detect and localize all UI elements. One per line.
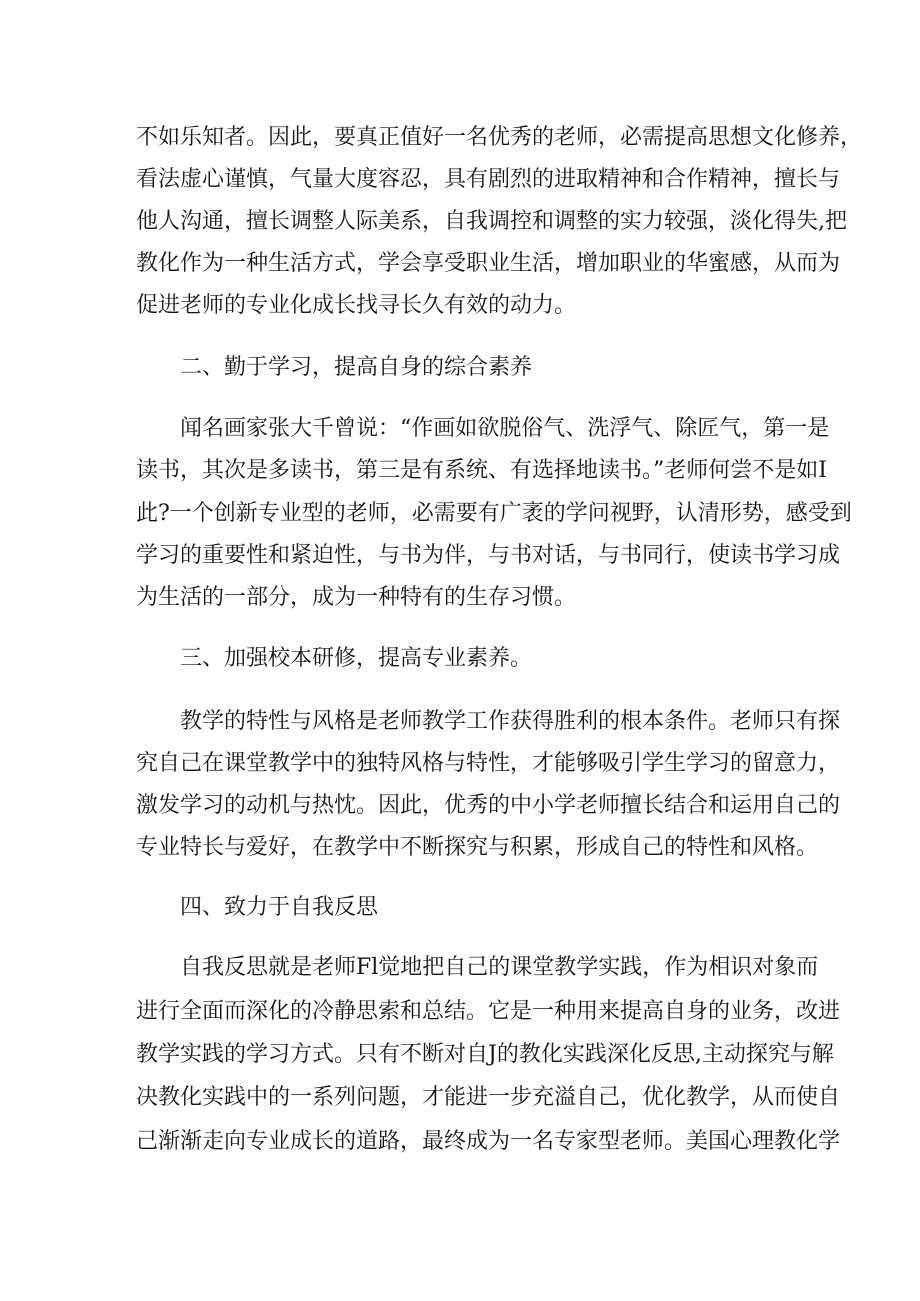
body-text-line: 己渐渐走向专业成长的道路，最终成为一名专家型老师。美国心理教化学: [136, 1129, 841, 1154]
body-text-line: 究自己在课堂教学中的独特风格与特性，才能够吸引学生学习的留意力，: [136, 751, 841, 776]
section-heading-4: 四、致力于自我反思: [180, 895, 379, 920]
body-text-line: 激发学习的动机与热忱。因此，优秀的中小学老师擅长结合和运用自己的: [136, 793, 841, 818]
section-heading-3: 三、加强校本研修，提高专业素养。: [180, 646, 533, 671]
body-text-line: 进行全面而深化的冷静思索和总结。它是一种用来提高自身的业务，改进: [136, 999, 841, 1024]
body-text-line: 看法虚心谨慎，气量大度容忍，具有剧烈的进取精神和合作精神，擅长与: [136, 167, 841, 192]
body-text-line: 他人沟通，擅长调整人际美系，自我调控和调整的实力较强，淡化得失,把: [136, 209, 847, 234]
body-text-line: 不如乐知者。因此，要真正值好一名优秀的老师，必需提高思想文化修养，: [136, 125, 863, 150]
body-text-line: 学习的重要性和紧迫性，与书为伴，与书对话，与书同行，使读书学习成: [136, 543, 841, 568]
body-text-line: 为生活的一部分，成为一种特有的生存习惯。: [136, 585, 577, 610]
body-text-line: 教学的特性与风格是老师教学工作获得胜利的根本条件。老师只有探: [180, 709, 841, 734]
body-text-line: 专业特长与爱好，在教学中不断探究与积累，形成自己的特性和风格。: [136, 835, 819, 860]
body-text-line: 教学实践的学习方式。只有不断对自J的教化实践深化反思,主动探究与解: [136, 1042, 834, 1067]
section-heading-2: 二、勤于学习，提高自身的综合素养: [180, 355, 533, 380]
body-text-line: 教化作为一种生活方式，学会享受职业生活，增加职业的华蜜感，从而为: [136, 251, 841, 276]
body-text-line: 此?一个创新专业型的老师，必需要有广袤的学问视野，认清形势，感受到: [136, 501, 852, 526]
body-text-line: 促进老师的专业化成长找寻长久有效的动力。: [136, 293, 577, 318]
body-text-line: 读书，其次是多读书，第三是有系统、有选择地读书。”老师何尝不是如I: [136, 458, 827, 483]
body-text-line: 自我反思就是老师Fl觉地把自己的课堂教学实践，作为相识对象而: [180, 955, 819, 980]
body-text-line: 决教化实践中的一系列问题，才能进一步充溢自己，优化教学，从而使自: [136, 1085, 841, 1110]
body-text-line: 闻名画家张大千曾说：“作画如欲脱俗气、洗浮气、除匠气，第一是: [180, 416, 830, 441]
